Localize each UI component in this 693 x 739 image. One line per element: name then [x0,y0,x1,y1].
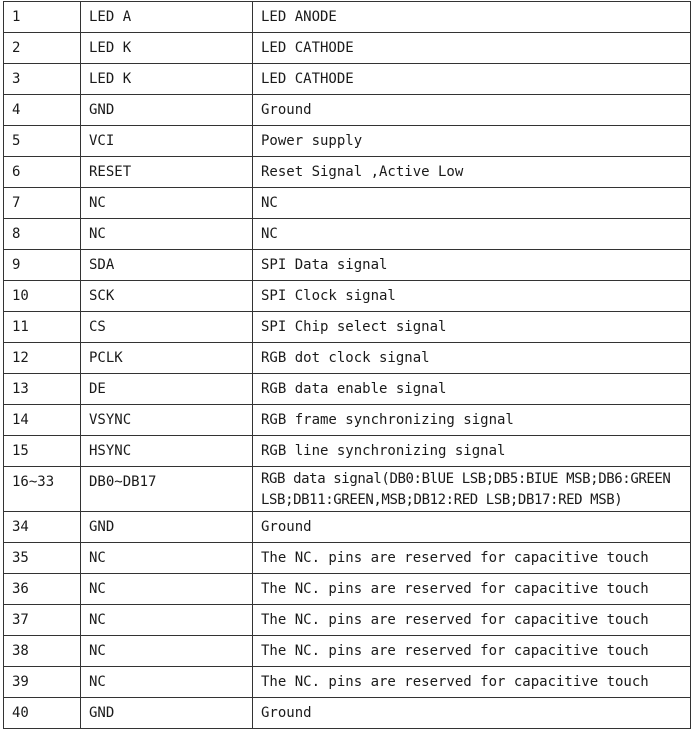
pin-symbol-cell: RESET [81,157,253,188]
pin-description-cell: Ground [253,512,691,543]
pin-number-cell: 10 [4,281,81,312]
table-row [4,374,691,405]
pin-number-cell: 1 [4,2,81,33]
table-row [4,157,691,188]
table-row [4,281,691,312]
pin-number-cell: 34 [4,512,81,543]
pin-description-cell: LED CATHODE [253,64,691,95]
pin-symbol-cell: DE [81,374,253,405]
table-row [4,33,691,64]
table-row [4,574,691,605]
pin-number-cell: 8 [4,219,81,250]
pin-symbol-cell: HSYNC [81,436,253,467]
table-row [4,512,691,543]
pin-number-cell: 12 [4,343,81,374]
pin-description-cell: Reset Signal ,Active Low [253,157,691,188]
pin-symbol-cell: VCI [81,126,253,157]
pin-number-cell: 3 [4,64,81,95]
pin-description-cell: LED ANODE [253,2,691,33]
table-row [4,405,691,436]
pin-symbol-cell: GND [81,512,253,543]
pin-number-cell: 9 [4,250,81,281]
pin-description-cell: Ground [253,95,691,126]
pin-description-cell: Power supply [253,126,691,157]
pin-symbol-cell: VSYNC [81,405,253,436]
pin-description-cell: NC [253,188,691,219]
table-row [4,250,691,281]
pin-symbol-cell: NC [81,636,253,667]
pin-number-cell: 11 [4,312,81,343]
pin-symbol-cell: CS [81,312,253,343]
pin-number-cell: 6 [4,157,81,188]
pin-description-cell: The NC. pins are reserved for capacitive touch [253,574,691,605]
pin-number-cell: 2 [4,33,81,64]
pin-symbol-cell: SCK [81,281,253,312]
pin-description-cell: The NC. pins are reserved for capacitive touch [253,636,691,667]
pin-number-cell: 35 [4,543,81,574]
pin-symbol-cell: NC [81,667,253,698]
pin-description-cell: The NC. pins are reserved for capacitive touch [253,543,691,574]
pin-symbol-cell: SDA [81,250,253,281]
pin-description-cell: RGB line synchronizing signal [253,436,691,467]
table-row [4,605,691,636]
table-row [4,126,691,157]
pin-description-cell: SPI Clock signal [253,281,691,312]
pin-number-cell: 15 [4,436,81,467]
pin-symbol-cell: NC [81,188,253,219]
pin-description-cell: The NC. pins are reserved for capacitive touch [253,605,691,636]
pin-symbol-cell: PCLK [81,343,253,374]
pin-description-cell: RGB data signal(DB0:BlUE LSB;DB5:BIUE MSB;DB6:GREEN LSB;DB11:GREEN,MSB;DB12:RED LSB;DB17:RED MSB) [253,467,691,512]
pin-number-cell: 37 [4,605,81,636]
pin-definition-table [3,1,691,729]
pin-number-cell: 7 [4,188,81,219]
pin-number-cell: 40 [4,698,81,729]
pin-symbol-cell: GND [81,698,253,729]
table-row [4,95,691,126]
pin-number-cell: 36 [4,574,81,605]
pin-number-cell: 38 [4,636,81,667]
pin-description-cell: SPI Data signal [253,250,691,281]
pin-number-cell: 14 [4,405,81,436]
pin-description-cell: LED CATHODE [253,33,691,64]
table-row [4,219,691,250]
pin-symbol-cell: LED K [81,64,253,95]
table-row [4,436,691,467]
pin-number-cell: 5 [4,126,81,157]
table-row [4,667,691,698]
pin-description-cell: Ground [253,698,691,729]
pin-description-cell: The NC. pins are reserved for capacitive touch [253,667,691,698]
pin-symbol-cell: NC [81,219,253,250]
pin-symbol-cell: NC [81,574,253,605]
pin-symbol-cell: NC [81,543,253,574]
pin-description-cell: NC [253,219,691,250]
pin-description-cell: SPI Chip select signal [253,312,691,343]
pin-table-body [4,2,691,729]
pin-number-cell: 13 [4,374,81,405]
table-row [4,636,691,667]
table-row [4,2,691,33]
table-row [4,64,691,95]
pin-symbol-cell: LED K [81,33,253,64]
table-row [4,543,691,574]
pin-number-cell: 16~33 [4,467,81,512]
pin-description-cell: RGB frame synchronizing signal [253,405,691,436]
pin-number-cell: 4 [4,95,81,126]
pin-symbol-cell: NC [81,605,253,636]
table-row [4,312,691,343]
pin-symbol-cell: DB0~DB17 [81,467,253,512]
pin-symbol-cell: GND [81,95,253,126]
table-row [4,188,691,219]
pin-description-cell: RGB data enable signal [253,374,691,405]
pin-symbol-cell: LED A [81,2,253,33]
table-row [4,467,691,512]
pin-number-cell: 39 [4,667,81,698]
pin-description-cell: RGB dot clock signal [253,343,691,374]
table-row [4,698,691,729]
table-row [4,343,691,374]
